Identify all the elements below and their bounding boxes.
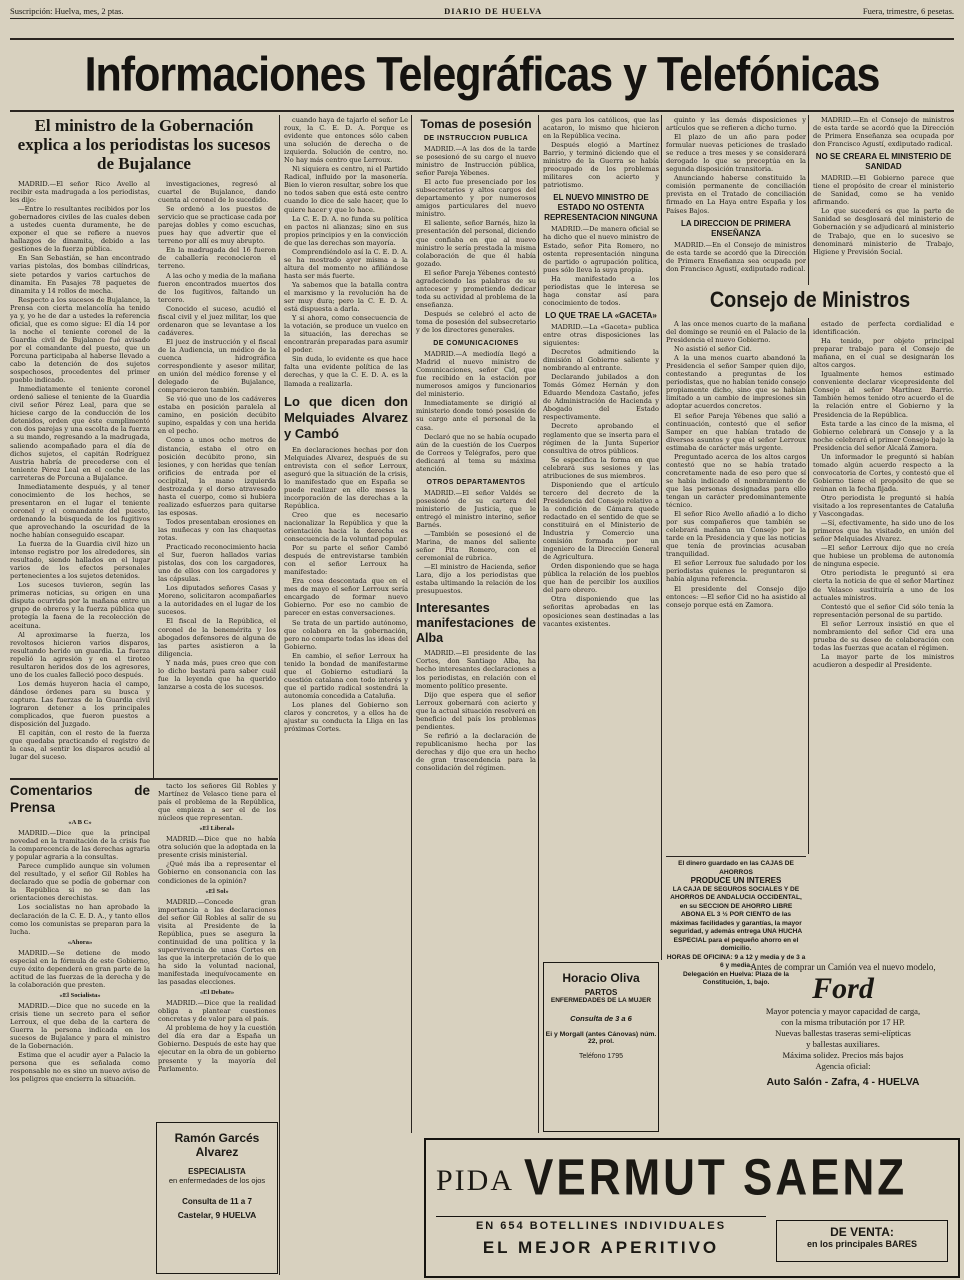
paragraph: Declaró que no se había ocupado aún de la cuestión de los Cuerpos de Correos y Telégrafos, pero que dedicará al tema su máxima atención. (416, 432, 536, 473)
paragraph: El señor Lerroux fue saludado por los periodistas quienes le preguntaron si había alguna referencia. (666, 559, 806, 584)
paragraph: Otro periodista le preguntó si había visitado a los representantes de Cataluña y Vascongadas. (813, 493, 954, 519)
ad-vermut-saenz (424, 1138, 960, 1278)
paragraph: tacto los señores Gil Robles y Martínez de Velasco tiene para el país el problema de la República, que empieza a ser el de los núcleos que representan. (158, 782, 276, 823)
paragraph: MADRID.—Dice que no había otra solución que la adoptada en la presente crisis ministerial. (158, 835, 276, 860)
paragraph: MADRID.—A las dos de la tarde se posesionó de su cargo el nuevo ministro de Instrucción pública, señor Pareja Yébenes. (416, 145, 536, 178)
paragraph: Por su parte el señor Cambó después de entrevistarse también con el señor Lerroux ha manifestado: (284, 544, 408, 577)
press-comments-col-1 (10, 782, 150, 1274)
paragraph: Era cosa descontada que en el mes de mayo el señor Lerroux sería encargado de formar nuevo Gobierno. Por eso no cambio de parecer en estas conversaciones. (284, 577, 408, 618)
ford-ad-address: Auto Salón - Zafra, 4 - HUELVA (766, 1076, 920, 1088)
paragraph: El saliente, señor Barnés, hizo la presentación del personal, diciendo que confiaba en que al nuevo ministro le sería prestada la misma colaboración de que él había gozado. (416, 219, 536, 268)
paragraph: —También se posesionó el de Marina, de manos del saliente señor Pita Romero, con el ceremonial de rúbrica. (416, 530, 536, 563)
ad-ramon-garces (156, 1122, 278, 1274)
ford-ad-line: con la misma tributación por 17 HP. (781, 1017, 905, 1027)
paragraph: Respecto a los sucesos de Bujalance, la Prensa con cierta melancolía ha tenido ya y, yo he de dar a ustedes la referencia oficial, que es como sigue: El día 14 por la noche el teniente coronel de la Guardia civil de Bujalance fué avisado por el comandante del puesto, que un Porcuna participaba al haberse llevado a cabo la detención de dos sujetos sospechosos, procedentes del primer pueblo indicado. (10, 295, 150, 385)
column-divider (808, 318, 809, 854)
ad-name-2: Alvarez (195, 1145, 239, 1159)
paragraph: Inmediatamente se dirigió al ministerio donde tomó posesión de su cargo ante el personal de la casa. (416, 399, 536, 432)
column-divider (279, 115, 280, 1275)
paragraph: Después se celebró el acto de toma de posesión del subsecretario y de los directores generales. (416, 309, 536, 335)
paragraph: Y si ahora, como consecuencia de la votación, se produce un vuelco en la situación, las derechas se encontrarán preparadas para asumir el poder. (284, 314, 408, 355)
tomas-posesion-title: Tomas de posesión (420, 117, 532, 131)
paragraph: Estima que el acudir ayer a Palacio la persona que es señalada como responsable no es sino un nuevo aviso de los peligros que encierra la situación. (10, 1051, 150, 1084)
melquiades-headline: Lo que dicen don Melquiades Alvarez y Cambó (284, 393, 408, 441)
paragraph: estado de perfecta cordialidad e identificación. (813, 320, 954, 337)
paragraph: A las ocho y media de la mañana fueron encontrados muertos dos de los fugitivos, faltando un tercero. (158, 271, 276, 304)
vermut-sale-box (776, 1220, 948, 1262)
newspaper-name: DIARIO DE HUELVA (444, 6, 543, 16)
paragraph: En la madrugada del 16 fueron de caballería reconocieron el terreno. (158, 246, 276, 271)
paragraph: MADRID.—Concede gran importancia a las declaraciones del señor Gil Robles al salir de su visita al Presidente de la República, pues se asegura la continuidad de una política y la supervivencia de unas Cortes en las que la interpretación de lo que ha sido la voluntad nacional, manifestada inequívocamente en las pasadas elecciones. (158, 897, 276, 987)
ad-name: Horacio Oliva (562, 971, 640, 985)
paragraph: —Sí, efectivamente, ha sido uno de los primeros que ha visitado, en unión del señor Melquiades Alvarez. (813, 519, 954, 544)
banner-bottom-rule (10, 110, 954, 112)
paragraph: El señor Pareja Yébenes que salió a continuación, contestó que el señor Samper en que habían tratado de diversos asuntos y que el señor Lerroux estimaba de carácter más urgente. (666, 411, 806, 452)
paragraph: MADRID.—El señor Valdés se posesionó de su cartera del ministerio de Justicia, que le entregó el ministro interino, señor Barnés. (416, 488, 536, 529)
ad-ford (730, 962, 956, 1132)
column-4 (416, 116, 536, 1132)
column-5 (543, 116, 659, 956)
paragraph: Otro periodista le preguntó si era cierta la noticia de que el señor Martínez de Velasco sustituiría a uno de los actuales ministros. (813, 569, 954, 602)
paragraph: Inmediatamente el teniente coronel ordenó saliese el teniente de la Guardia civil señor Pérez Leal, para que se hiciese cargo de la conducción de los detenidos, orden que éste cumplimentó con dos parejas y una escolta de la fuerza a su mando, regresando a la madrugada, saliendo acompañado para el día de dichos sujetos, el capitán Rodríguez Austria habría de precederse con el teniente Pérez Leal en el coche de las carreteras de Porcuna a Bujalance. (10, 385, 150, 482)
paragraph: —El señor Lerroux dijo que no creía que hubiese un problema de autonomía de ninguna especie. (813, 544, 954, 569)
paragraph: MADRID.—Dice que la principal novedad en la tramitación de la crisis fue la comparecencia de las derechas agraria y popular agraria a la consultas. (10, 829, 150, 862)
main-article-col-1 (10, 180, 150, 776)
paragraph: MADRID.—Se detiene de modo especial en la fórmula de este Gobierno, cuyo éxito dependerá en gran parte de la actitud de las fuerzas de la derecha y de la colaboración que presten. (10, 948, 150, 989)
vermut-brand: VERMUT SAENZ (524, 1149, 908, 1206)
paragraph: cuando haya de tajarlo el señor Le roux, la C. E. D. A. Porque es evidente que entonces sólo caben una solución de derecha o de izquierda. Solución de centro, no. No hay más centro que Lerroux. (284, 116, 408, 165)
paragraph: Ha tenido, por objeto principal preparar trabajo para el Consejo de mañana, en el cual se designarán los altos cargos. (813, 337, 954, 370)
paragraph: MADRID.—A mediodía llegó a Madrid el nuevo ministro de Comunicaciones, señor Cid, que fue recibido en la estación por numerosos amigos y funcionarios del ministerio. (416, 350, 536, 399)
press-comments-col-2 (158, 782, 276, 1118)
ad-detail: en enfermedades de los ojos (168, 1176, 266, 1185)
press-source: «El Sol» (205, 887, 229, 895)
paragraph: Comprendiéndolo así la C. E. D. A. se ha mostrado ayer misma a la altura del momento no afiliándose hasta ser más fuerte. (284, 247, 408, 280)
paragraph: Se refirió a la declaración de republicanismo hecha por las derechas y dijo que era un hecho de gran trascendencia para la consolidación del régimen. (416, 731, 536, 773)
paragraph: MADRID.—Dice que no sucede en la crisis tiene un secreto para el señor Lerroux, el que deba de la cartera de Guerra la persona indicada en los sucesos de Bujalance y para el ministro de la Gobernación. (10, 1001, 150, 1051)
bank-ad-line: ABONA EL 3 ½ POR CIENTO de las máximas facilidades y garantías, la mayor seguridad, y además entrega UNA HUCHA ESPECIAL para el pequeño ahorro en el domicilio. (669, 911, 803, 952)
paragraph: El señor Lerroux insistió en que el nombramiento del señor Cid era una prueba de su deseo de colaboración con todas las fuerzas que acatan el régimen. (813, 619, 954, 652)
paragraph: Ya sabemos que la batalla contra el marxismo y la revolución ha de ser muy dura; pero la C. E. D. A. está dispuesta a darla. (284, 280, 408, 314)
ad-hours: Consulta de 11 a 7 (182, 1197, 252, 1206)
column-divider (808, 115, 809, 285)
paragraph: MADRID.—En el Consejo de ministros de esta tarde se acordó que la Dirección de Primera Enseñanza sea ocupada por don Francisco Agustí, exdiputado radical. (666, 240, 806, 273)
gaceta-headline: LO QUE TRAE LA «GACETA» (545, 310, 657, 320)
paragraph: investigaciones, regresó al cuartel de Bujalance, dando cuenta al coronel de lo sucedido. (158, 180, 276, 205)
paragraph: Se ordenó a los puestos de servicio que se practicase cada por parejas dobles y como escuchas, pues hay que advertir que el terreno por allí es muy abrupto. (158, 205, 276, 246)
paragraph: En San Sebastián, se han encontrado varias pistolas, dos bombas cilíndricas, siete petardos y varios cartuchos de dinamita. En Pasajes 78 paquetes de dinamita y 14 rollos de mecha. (10, 254, 150, 295)
main-article-title: El ministro de la Gobernación explica a los periodistas los sucesos de Bujalance (17, 116, 271, 173)
column-divider (411, 115, 412, 1133)
vermut-sale-text: en los principales BARES (806, 1239, 918, 1249)
paragraph: En cambio, el señor Lerroux ha tenido la bondad de manifestarme que el Gobierno estudiará la cuestión catalana con todo interés y que el partido radical sostendrá la autonomía concedida a Cataluña. (284, 651, 408, 700)
ad-specialty-2: ENFERMEDADES DE LA MUJER (550, 997, 652, 1004)
paragraph: Esta tarde a las cinco de la misma, el Gobierno celebrará un Consejo y a la noche celebrará el primer Consejo bajo la Presidencia del señor Alcalá Zamora. (813, 419, 954, 452)
bank-ad-line: HORAS DE OFICINA: 9 a 12 y media y de 3 a 6 y media. (666, 953, 806, 969)
paragraph: El señor Rico Avello añadió a lo dicho por sus compañeros que también se celebrará mañana un Consejo por la tarde en la Presidencia y que las noticias que tenía de provincias acusaban tranquilidad. (666, 510, 806, 559)
consejo-col-1 (666, 320, 806, 848)
column-6-top (666, 116, 806, 284)
paragraph: Y nada más, pues creo que con lo dicho bastará para saber cuál fue la leyenda que ha querido lanzarse a costa de los sucesos. (158, 658, 276, 691)
paragraph: El señor Pareja Yébenes contestó agradeciendo las palabras de su antecesor y prometiendo dedicar toda su actividad al problema de la enseñanza. (416, 268, 536, 309)
paragraph: Los diputados señores Casas y Moreno, solicitaron acompañarles a la autoridades en el lugar de los sucesos. (158, 584, 276, 617)
paragraph: Los demás huyeron hacia el campo, dándose órdenes para su busca y captura. Las fuerzas de la Guardia civil lograron detener a los principales complicados, que fueron puestos a disposición del Juzgado. (10, 679, 150, 729)
paragraph: Creo que es necesario nacionalizar la República y que la orientación hacia la derecha es consecuencia de la voluntad popular. (284, 510, 408, 544)
paragraph: Como a unos ocho metros de distancia, estaba el otro en posición decúbito prono, sin lesiones, y con heridas que tenían orificios de entrada por el occipital, la mano izquierda destrozada y el dorso atravesado hasta el cuerpo, como si hubiera realizado esfuerzos para quitarse las esposas. (158, 436, 276, 517)
ford-ad-line: Mayor potencia y mayor capacidad de carga, (765, 1006, 921, 1016)
paragraph: Otra disponiendo que las señoritas aprobadas en las oposiciones sean destinadas a las vacantes existentes. (543, 595, 659, 628)
paragraph: ¿Qué más iba a representar el Gobierno en consonancia con las condiciones de la opinión? (158, 860, 276, 885)
vermut-slogan-2: EL MEJOR APERITIVO (482, 1238, 720, 1257)
ford-logo: Ford (812, 972, 874, 1005)
paragraph: Sin duda, lo evidente es que hace falta una evidente política de las derechas, y que la C. E. D. A. es la llamada a realizarla. (284, 355, 408, 388)
paragraph: Orden disponiendo que se haga pública la relación de los pueblos que han de percibir los auxilios del paro obrero. (543, 562, 659, 595)
ad-hours: Consulta de 3 a 6 (570, 1014, 632, 1023)
main-article-heading (10, 116, 278, 176)
consejo-ministros-title: Consejo de Ministros (709, 287, 911, 312)
ford-ad-line: Máxima solidez. Precios más bajos (782, 1050, 904, 1060)
comunicaciones-subtitle: DE COMUNICACIONES (433, 340, 519, 348)
paragraph: MADRID.—El Gobierno parece que tiene el propósito de crear el ministerio de Sanidad, como se ha venido afirmando. (813, 174, 954, 207)
press-comments-title: Comentarios de Prensa (10, 783, 150, 815)
paragraph: Lo que sucederá es que la parte de Sanidad se desglosará del ministerio de Gobernación y se adjudicará al ministerio de Trabajo, que en lo sucesivo se denominará ministerio de Trabajo, Higiene y Previsión Social. (813, 207, 954, 256)
ford-ad-line: Agencia oficial: (815, 1061, 871, 1071)
alba-headline: Interesantes manifestaciones de Alba (416, 601, 536, 646)
press-source: «Ahora» (67, 938, 93, 946)
paragraph: Ha manifestado a los periodistas que le interesa se haga constar así para conocimiento de todos. (543, 274, 659, 307)
paragraph: Al problema de hoy y la cuestión del día era dar a España un Gobierno. Después de este hay que ejecutar en la obra de un gobierno presente y la mayoría del Parlamento. (158, 1024, 276, 1073)
press-source: «A B C» (68, 819, 92, 826)
paragraph: ges para los católicos, que las acataron, lo mismo que hicieron en la República vecina. (543, 116, 659, 141)
bank-ad-line: Delegación en Huelva: Plaza de la Constitución, 1, bajo. (683, 970, 789, 986)
paragraph: Inmediatamente después, y al tener conocimiento de los hechos, se presentaron en el lugar el teniente coronel y el comandante del puesto, ordenando la búsqueda de los fugitivos que aprovechando la oscuridad de la noche habían conseguido escapar. (10, 482, 150, 540)
primera-ensenanza-headline: LA DIRECCION DE PRIMERA ENSEÑANZA (681, 218, 791, 238)
paragraph: Dijo que espera que el señor Lerroux gobernará con acierto y que la actual situación resolverá en beneficio del país los problemas pendientes. (416, 690, 536, 731)
tomas-posesion-subtitle: DE INSTRUCCION PUBLICA (423, 135, 529, 142)
column-divider (661, 115, 662, 960)
paragraph: MADRID.—De manera oficial se ha dicho que el nuevo ministro de Estado, señor Pita Romero, no ostenta representación ninguna de partido o agrupación política, pues sólo lleva la suya propia. (543, 225, 659, 274)
ad-specialty: PARTOS (584, 988, 618, 997)
ad-address: Ei y Morgall (antes Cánovas) núm. 22, prol. (545, 1031, 657, 1045)
paragraph: Conocido el suceso, acudió el fiscal civil y el juez militar, los que ordenaron que se levantase a los cadáveres. (158, 304, 276, 337)
paragraph: Practicado reconocimiento hacia el Sur, fueron hallados varias pistolas, dos con los cargadores, uno de ellos con los cargadores y las cápsulas. (158, 543, 276, 584)
paragraph: Los sucesos tuvieron, según las primeras noticias, su origen en una disputa ocurrida por la mañana entre un grupo de obreros y la fuerza pública que protegía la faena de la recolección de aceituna. (10, 581, 150, 630)
masthead-strip (10, 4, 954, 19)
ford-ad-line: Nuevas ballestas traseras semi-elípticas (775, 1028, 911, 1038)
paragraph: Al aproximarse la fuerza, los revoltosos hicieron varios disparos, resultando herido un guardia. La fuerza repelió la agresión y en el tiroteo resultaron heridos dos de los agresores, uno de los cuales falleció poco después. (10, 630, 150, 679)
paragraph: Anunciando haberse constituido la comisión permanente de conciliación prevista en el Tratado de conciliación firmado en La Haya entre España y los Países Bajos. (666, 174, 806, 215)
paragraph: Se trata de un partido autónomo, que colabora en la gobernación, pero no comparte todas las ideas del Gobierno. (284, 618, 408, 651)
paragraph: El acto fue presenciado por los subsecretarios y altos cargos del departamento y por numerosos amigos particulares del nuevo ministro. (416, 178, 536, 219)
paragraph: Después elogió a Martínez Barrio, y terminó diciendo que el ministro de la Guerra se había preocupado de los problemas militares con acierto y patriotismo. (543, 141, 659, 190)
paragraph: El capitán, con el resto de la fuerza que quedaba practicando el registro de la casa, al sentir los disparos acudió al lugar del suceso. (10, 729, 150, 762)
paragraph: En declaraciones hechas por don Melquiades Alvarez, después de su entrevista con el señor Lerroux, aseguró que la situación de la crisis, lo manifestado que en España se puede realizar en ello meses la incorporación de las derechas a la República. (284, 445, 408, 510)
subscription-outside: Fuera, trimestre, 6 pesetas. (862, 6, 954, 16)
paragraph: Parece cumplido aunque sin volumen del resultado, y el señor Gil Robles ha declarado que se podía de gobernar con la República si no se dan las orientaciones derechistas. (10, 862, 150, 903)
paragraph: Todos presentaban erosiones en las muñecas y con las chaquetas rotas. (158, 517, 276, 543)
paragraph: Contestó que el señor Cid sólo tenía la representación personal de su partido. (813, 602, 954, 619)
ad-specialty: ESPECIALISTA (188, 1167, 246, 1176)
paragraph: —El ministro de Hacienda, señor Lara, dijo a los periodistas que estaba ultimando la relación de los presupuestos. (416, 563, 536, 596)
vermut-sale-title: DE VENTA: (830, 1225, 894, 1239)
vermut-pida: PIDA (436, 1164, 515, 1197)
paragraph: Decretos admitiendo la dimisión al Gobierno saliente y nombrando al entrante. (543, 348, 659, 373)
paragraph: MADRID.—Dice que la realidad obliga a plantear cuestiones concretas y de valor para el país. (158, 999, 276, 1024)
paragraph: Disponiendo que el artículo tercero del decreto de la Presidencia del Consejo relativo a la condición de Cámara quede redactado en el sentido de que se constituirá en el Ministerio de Industria y Comercio una comisión formada por un ingeniero de la Dirección General de Agricultura. (543, 480, 659, 562)
paragraph: El juez de instrucción y el fiscal de la Audiencia, un médico de la cuenca hidrográfica correspondiente y asesor militar, en unión del médico forense y el delegado de Bujalance, comparecieron también. (158, 337, 276, 395)
pita-romero-headline: EL NUEVO MINISTRO DE ESTADO NO OSTENTA REPRESENTACION NINGUNA (544, 193, 658, 223)
vermut-rule (436, 1216, 766, 1217)
paragraph: A la una menos cuarto abandonó la Presidencia el señor Samper quien dijo, contestando a preguntas de los periodistas, que no habían tenido consejo propiamente dicho, sino que se habían limitado a un cambio de impresiones sin adoptar acuerdos concretos. (666, 354, 806, 411)
paragraph: A las once menos cuarto de la mañana del domingo se reunió en el Palacio de la Presidencia el nuevo Gobierno. (666, 320, 806, 345)
ad-address: Castelar, 9 HUELVA (177, 1210, 257, 1220)
column-7-top (813, 116, 954, 284)
sanidad-headline: NO SE CREARA EL MINISTERIO DE SANIDAD (815, 152, 952, 172)
main-article-col-2 (158, 180, 276, 776)
ford-ad-intro: Antes de comprar un Camión vea el nuevo modelo, (750, 962, 936, 972)
ford-ad-line: y ballestas auxiliares. (806, 1039, 880, 1049)
press-source: «El Liberal» (199, 825, 235, 833)
paragraph: Se vió que uno de los cadáveres estaba en posición paralela al camino, en posición decúbito supino, espaldas y con una herida en el pecho. (158, 395, 276, 436)
press-source: «El Debate» (199, 989, 235, 997)
subscription-local: Suscripción: Huelva, mes, 2 ptas. (10, 6, 124, 16)
paragraph: No asistió el señor Cid. (674, 345, 752, 354)
paragraph: Decreto aprobando el reglamento que se inserta para el régimen de la Junta Superior consultiva de otros públicos. (543, 422, 659, 455)
paragraph: El presidente del Consejo dijo entonces: —El señor Cid no ha asistido al consejo porque está en Zamora. (666, 584, 806, 609)
bank-ad-top-rule (666, 856, 806, 857)
bank-ad-line: El dinero guardado en las CAJAS DE AHORROS (678, 860, 794, 876)
paragraph: Un informador le preguntó si habían tomado algún acuerdo respecto a la convocatoria de Cortes, y contestó que el Gobierno tiene el propósito de que se reúnan en la fecha fijada. (813, 452, 954, 493)
ad-phone: Teléfono 1795 (579, 1053, 623, 1060)
paragraph: MADRID.—En el Consejo de ministros de esta tarde se acordó que la Dirección de Primera Enseñanza sea ocupada por don Francisco Agustí, exdiputado radical. (813, 116, 954, 149)
paragraph: —Entre lo resultantes recibidos por los gobernadores civiles de las cuales deben a ustedes cuenta duramente, he de exponer el que se refiere a nuevos hallazgos de dinamita, debido a las gestiones de la fuerza pública. (10, 205, 150, 254)
paragraph: MADRID.—El señor Rico Avello al recibir esta madrugada a los periodistas, les dijo: (10, 180, 150, 205)
paragraph: MADRID.—El presidente de las Cortes, don Santiago Alba, ha hecho interesantes declaraciones a los periodistas, en relación con el momento político presente. (416, 649, 536, 690)
paragraph: El fiscal de la República, el coronel de la benemérita y los abogados defensores de alguna de las partes asistieron a la diligencia. (158, 617, 276, 658)
paragraph: Los planes del Gobierno son claros y concretos, y a ellos ha de ajustar su conducta la Lliga en las próximas Cortes. (284, 701, 408, 734)
banner-top-rule (10, 38, 954, 40)
paragraph: MADRID.—La «Gaceta» publica entre otras disposiciones las siguientes: (543, 322, 659, 347)
press-source: «El Socialista» (59, 991, 101, 999)
paragraph: La mayor parte de los ministros acudieron a despedir al Presidente. (813, 652, 954, 669)
ad-name: Ramón Garcés (174, 1131, 260, 1145)
ad-horacio-oliva (543, 962, 659, 1132)
section-rule (10, 778, 278, 780)
paragraph: Los socialistas no han aprobado la declaración de la C. E. D. A., y tanto ellos como los comunistas se preparan para la lucha. (10, 903, 150, 936)
paragraph: Se especifica la forma en que celebrará sus sesiones y las atribuciones de sus miembros. (543, 455, 659, 480)
paragraph: quinto y las demás disposiciones y artículos que se refieren a dicho turno. (666, 116, 806, 133)
column-divider (153, 378, 154, 778)
paragraph: Declarando jubilados a don Tomás Gómez Hernán y don Eduardo Mendoza Castaño, jefes de Administración de Hacienda y Abogado del Estado respectivamente. (543, 373, 659, 422)
paragraph: Igualmente hemos estimado conveniente declarar vicepresidente del Consejo al señor Martínez Barrio. También hemos tenido otro acuerdo el de la relación entre el Gobierno y la Presidencia de la República. (813, 370, 954, 419)
paragraph: El plazo de un año para poder formular nuevas peticiones de traslado se reduce a tres meses y se considerará derogado lo que se preceptúa en la segunda disposición transitoria. (666, 133, 806, 174)
vermut-slogan-1: EN 654 BOTELLINES INDIVIDUALES (475, 1220, 727, 1232)
consejo-col-2 (813, 320, 954, 856)
section-banner: Informaciones Telegráficas y Telefónicas (84, 48, 880, 102)
bank-ad-headline: PRODUCE UN INTERES (690, 876, 782, 885)
bank-ad-line: LA CAJA DE SEGUROS SOCIALES Y DE AHORROS DE ANDALUCIA OCCIDENTAL, en su SECCION DE AHORRO LIBRE (670, 885, 802, 910)
paragraph: Preguntado acerca de los altos cargos contestó que no se había tratado concretamente nada de eso pero que sí se había indicado el nombramiento de que las personas designadas para ello tengan un carácter predominantemente técnico. (666, 452, 806, 510)
column-3 (284, 116, 408, 1272)
paragraph: La C. E. D. A. no funda su política en pactos ni alianzas; sino en sus propios principios y en la convicción de que las derechas son mayoría. (284, 214, 408, 247)
otros-departamentos-subtitle: OTROS DEPARTAMENTOS (426, 478, 526, 486)
paragraph: Ni siquiera es centro, ni el Partido Radical, influido por la masonería. Bien lo vieron resultar, sobre los que no todos saben que está este centro cuando lo dice de sale hacer, que lo quiere hacer y que lo hace. (284, 165, 408, 214)
paragraph: La fuerza de la Guardia civil hizo un intenso registro por los alrededores, sin resultado, siendo hallados en el lugar varios de los efectos personales pertenecientes a los sujetos detenidos. (10, 540, 150, 581)
column-divider (538, 115, 539, 1133)
